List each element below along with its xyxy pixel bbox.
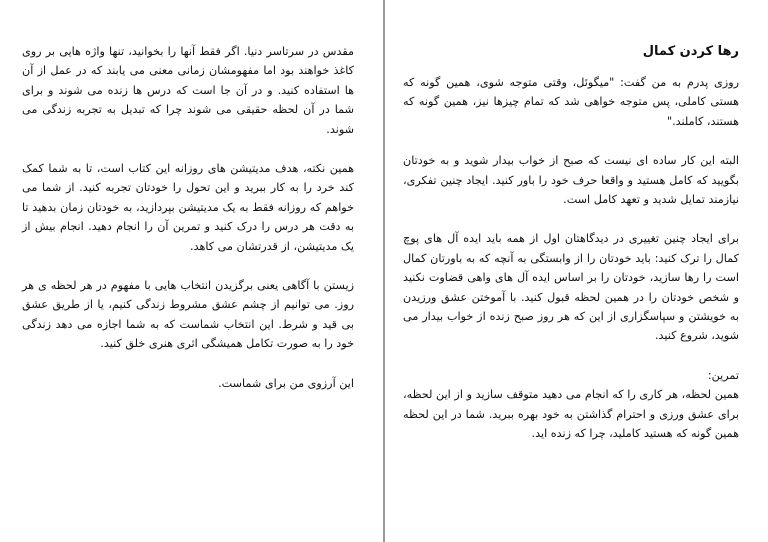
- right-page: [385, 0, 768, 542]
- paragraph: برای ایجاد چنین تغییری در دیدگاهتان اول از همه باید ایده آل های پوچ کمال را ترک کنید: باید خودتان را از وابستگی به آنچه که به باورتان کمال است را رها سازید، خودتان را بر اساس ایده آل های واهی قضاوت نکنید و شخص خودتان را در همین لحظه قبول کنید. با آموختن عشق ورزیدن به خویشتن و سپاسگزاری از این که هر روز صبح زنده از خواب بیدار می شوید، شروع کنید.: [403, 232, 739, 343]
- paragraph: مقدس در سرتاسر دنیا. اگر فقط آنها را بخوانید، تنها واژه هایی بر روی کاغذ خواهند بود اما مفهومشان زمانی معنی می یابند که در عمل از آن ها استفاده کنید. و در آن جا است که درس ها زنده می شوند و برای شما در آن لحظه حقیقی می شوند چرا که تبدیل به تجربه زندگی می شوند.: [22, 45, 354, 136]
- chapter-title: رها کردن کمال: [642, 44, 739, 59]
- paragraph: روزی پدرم به من گفت: "میگوئل، وقتی متوجه شوی، همین گونه که هستی کاملی، پس متوجه خواهی شد که تمام چیزها نیز، همین گونه که هستند، کاملند.": [403, 76, 739, 128]
- right-page-text: [403, 42, 739, 464]
- paragraph: همین نکته، هدف مدیتیشن های روزانه این کتاب است، تا به شما کمک کند خرد را به کار ببرید و این تحول را خودتان تجربه کنید. از شما می خواهم که روزانه فقط به یک مدیتیشن بپردازید، به خودتان زمان بدهید تا به دقت هر درس را درک کنید و تمرین آن را انجام دهید. انجام بیش از یک مدیتیشن، از قدرتشان می کاهد.: [22, 162, 354, 253]
- paragraph: زیستن با آگاهی یعنی برگزیدن انتخاب هایی با مفهوم در هر لحظه ی هر روز. می توانیم از چشم عشق مشروط زندگی کنیم، یا از طریق عشق بی قید و شرط. این انتخاب شماست که به شما اجازه می دهد زندگی خود را به صورت تکامل همیشگی اثری هنری خلق کنید.: [22, 279, 354, 351]
- left-page-text: [22, 42, 354, 413]
- exercise-text: همین لحظه، هر کاری را که انجام می دهید متوقف سازید و از این لحظه، برای عشق ورزی و احترام گذاشتن به خود بهره ببرید. شما در این لحظه همین گونه که هستید کاملید، چرا که زنده اید.: [403, 388, 739, 441]
- exercise-label: تمرین:: [707, 368, 739, 382]
- paragraph: البته این کار ساده ای نیست که صبح از خواب بیدار شوید و به خودتان بگویید که کامل هستید و واقعا حرف خود را باور کنید. ایجاد چنین تفکری، نیازمند تمایل شدید و تعهد کامل است.: [403, 154, 739, 207]
- closing-line: این آرزوی من برای شماست.: [218, 376, 354, 390]
- left-page: [0, 0, 383, 542]
